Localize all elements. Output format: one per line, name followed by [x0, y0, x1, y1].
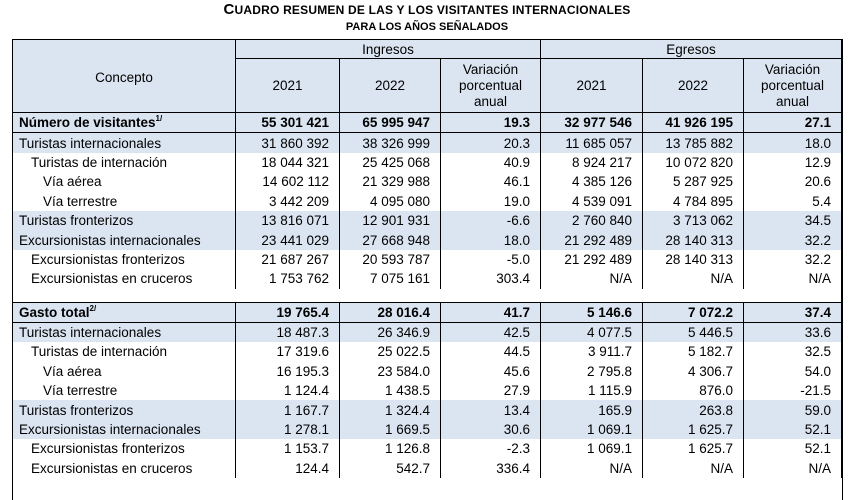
cell-iv: -6.6: [441, 211, 541, 230]
cell-iv: -2.3: [441, 439, 541, 458]
cell-ev: 27.1: [744, 113, 842, 133]
cell-e21: 2 760 840: [541, 211, 643, 230]
cell-i21: 1 278.1: [236, 420, 340, 439]
cell-i22: 26 346.9: [340, 322, 441, 342]
cell-e22: 28 140 313: [643, 230, 744, 249]
cell-e22: 1 625.7: [643, 439, 744, 458]
cell-ev: N/A: [744, 269, 842, 288]
cell-i22: 38 326 999: [340, 133, 441, 153]
cell-ev: 54.0: [744, 362, 842, 381]
row-label: Número de visitantes$^{1/}$: [13, 113, 236, 133]
cell-i21: 1 167.7: [236, 400, 340, 419]
table-row: [13, 192, 842, 211]
table-row: [13, 250, 842, 269]
cell-i21: 55 301 421: [236, 113, 340, 133]
cell-iv: 27.9: [441, 381, 541, 400]
table-row: [13, 342, 842, 361]
cell-i21: 13 816 071: [236, 211, 340, 230]
table-row: [13, 269, 842, 288]
cell-e21: 32 977 546: [541, 113, 643, 133]
cell-e21: 3 911.7: [541, 342, 643, 361]
cell-e21: 5 146.6: [541, 302, 643, 322]
cell-e22: 4 784 895: [643, 192, 744, 211]
row-label: Vía aérea: [13, 172, 236, 191]
cell-i21: 21 687 267: [236, 250, 340, 269]
cell-ev: -21.5: [744, 381, 842, 400]
header-egresos: Egresos: [541, 40, 842, 59]
cell-ev: 33.6: [744, 322, 842, 342]
cell-iv: 18.0: [441, 230, 541, 249]
cell-i22: 1 438.5: [340, 381, 441, 400]
cell-ev: 52.1: [744, 439, 842, 458]
cell-i21: 31 860 392: [236, 133, 340, 153]
row-label: Excursionistas fronterizos: [13, 250, 236, 269]
summary-table: [12, 39, 842, 478]
cell-i22: 1 324.4: [340, 400, 441, 419]
cell-e22: 263.8: [643, 400, 744, 419]
cell-i22: 65 995 947: [340, 113, 441, 133]
cell-i22: 1 669.5: [340, 420, 441, 439]
cell-e22: 4 306.7: [643, 362, 744, 381]
cell-e22: 5 182.7: [643, 342, 744, 361]
cell-e22: N/A: [643, 459, 744, 478]
cell-ev: 32.2: [744, 230, 842, 249]
cell-e22: 5 287 925: [643, 172, 744, 191]
cell-e21: 165.9: [541, 400, 643, 419]
cell-i22: 27 668 948: [340, 230, 441, 249]
cell-e21: 4 539 091: [541, 192, 643, 211]
cell-iv: 41.7: [441, 302, 541, 322]
row-label: Vía terrestre: [13, 381, 236, 400]
cell-iv: -5.0: [441, 250, 541, 269]
cell-e22: 5 446.5: [643, 322, 744, 342]
cell-i22: 1 126.8: [340, 439, 441, 458]
cell-i22: 25 425 068: [340, 153, 441, 172]
table-row: [13, 420, 842, 439]
table-row: [13, 381, 842, 400]
cell-ev: 59.0: [744, 400, 842, 419]
header-egresos-2022: 2022: [643, 59, 744, 113]
cell-i22: 542.7: [340, 459, 441, 478]
cell-e22: 3 713 062: [643, 211, 744, 230]
cell-iv: 20.3: [441, 133, 541, 153]
cell-e21: 21 292 489: [541, 250, 643, 269]
cell-ev: 32.5: [744, 342, 842, 361]
cell-i22: 7 075 161: [340, 269, 441, 288]
cell-i21: 16 195.3: [236, 362, 340, 381]
cell-iv: 19.3: [441, 113, 541, 133]
header-ingresos: Ingresos: [236, 40, 541, 59]
cell-e21: 1 115.9: [541, 381, 643, 400]
cell-iv: 303.4: [441, 269, 541, 288]
cell-i21: 19 765.4: [236, 302, 340, 322]
row-label: Turistas internacionales: [13, 133, 236, 153]
cell-e21: N/A: [541, 269, 643, 288]
row-label: Vía aérea: [13, 362, 236, 381]
cell-e21: 21 292 489: [541, 230, 643, 249]
table-row: [13, 133, 842, 153]
cell-i21: 18 044 321: [236, 153, 340, 172]
cell-i22: 23 584.0: [340, 362, 441, 381]
cell-e21: 8 924 217: [541, 153, 643, 172]
cell-e22: 28 140 313: [643, 250, 744, 269]
cell-i21: 23 441 029: [236, 230, 340, 249]
cell-e21: 4 385 126: [541, 172, 643, 191]
row-label: Excursionistas en cruceros: [13, 269, 236, 288]
cell-iv: 40.9: [441, 153, 541, 172]
cell-e22: 1 625.7: [643, 420, 744, 439]
row-label: Turistas de internación: [13, 342, 236, 361]
cell-i21: 1 153.7: [236, 439, 340, 458]
cell-ev: 12.9: [744, 153, 842, 172]
row-label: Vía terrestre: [13, 192, 236, 211]
row-label: Gasto total$^{2/}$: [13, 302, 236, 322]
cell-i21: 1 753 762: [236, 269, 340, 288]
header-concepto: Concepto: [13, 40, 236, 113]
table-row: [13, 400, 842, 419]
cell-ev: 32.2: [744, 250, 842, 269]
cell-iv: 44.5: [441, 342, 541, 361]
table-row: [13, 113, 842, 133]
cell-e22: 876.0: [643, 381, 744, 400]
cell-e22: 7 072.2: [643, 302, 744, 322]
footnote-marker: 1/: [155, 114, 163, 124]
cell-iv: 30.6: [441, 420, 541, 439]
cell-ev: 37.4: [744, 302, 842, 322]
cell-i21: 18 487.3: [236, 322, 340, 342]
cell-ev: N/A: [744, 459, 842, 478]
cell-iv: 336.4: [441, 459, 541, 478]
footnote-marker: 2/: [89, 303, 97, 313]
table-row: [13, 439, 842, 458]
header-ingresos-variacion: Variación porcentual anual: [441, 59, 541, 113]
cell-i21: 1 124.4: [236, 381, 340, 400]
row-label: Excursionistas internacionales: [13, 420, 236, 439]
document-title: CUADRO RESUMEN DE LAS Y LOS VISITANTES INTERNACIONALES: [223, 1, 631, 18]
cell-iv: 19.0: [441, 192, 541, 211]
cell-e21: 2 795.8: [541, 362, 643, 381]
row-label: Excursionistas fronterizos: [13, 439, 236, 458]
cell-e22: 41 926 195: [643, 113, 744, 133]
table-row: [13, 211, 842, 230]
table-row: [13, 153, 842, 172]
cell-i21: 124.4: [236, 459, 340, 478]
cell-i21: 17 319.6: [236, 342, 340, 361]
row-label: Excursionistas internacionales: [13, 230, 236, 249]
section-spacer: [13, 289, 842, 303]
header-egresos-variacion: Variación porcentual anual: [744, 59, 842, 113]
cell-ev: 18.0: [744, 133, 842, 153]
cell-e22: N/A: [643, 269, 744, 288]
cell-ev: 34.5: [744, 211, 842, 230]
row-label: Turistas de internación: [13, 153, 236, 172]
cell-i22: 25 022.5: [340, 342, 441, 361]
cell-iv: 45.6: [441, 362, 541, 381]
cell-i22: 12 901 931: [340, 211, 441, 230]
row-label: Turistas internacionales: [13, 322, 236, 342]
cell-e22: 13 785 882: [643, 133, 744, 153]
cell-ev: 20.6: [744, 172, 842, 191]
cell-iv: 46.1: [441, 172, 541, 191]
cell-i22: 21 329 988: [340, 172, 441, 191]
row-label: Turistas fronterizos: [13, 400, 236, 419]
cell-i22: 4 095 080: [340, 192, 441, 211]
cell-i22: 20 593 787: [340, 250, 441, 269]
cell-i21: 3 442 209: [236, 192, 340, 211]
cell-iv: 42.5: [441, 322, 541, 342]
header-ingresos-2021: 2021: [236, 59, 340, 113]
cell-e21: N/A: [541, 459, 643, 478]
table-row: [13, 322, 842, 342]
cell-e21: 1 069.1: [541, 420, 643, 439]
header-ingresos-2022: 2022: [340, 59, 441, 113]
cell-i22: 28 016.4: [340, 302, 441, 322]
cell-e21: 1 069.1: [541, 439, 643, 458]
cell-i21: 14 602 112: [236, 172, 340, 191]
cell-e21: 4 077.5: [541, 322, 643, 342]
table-row: [13, 172, 842, 191]
cell-ev: 5.4: [744, 192, 842, 211]
row-label: Excursionistas en cruceros: [13, 459, 236, 478]
document-subtitle: PARA LOS AÑOS SEÑALADOS: [345, 21, 509, 33]
header-egresos-2021: 2021: [541, 59, 643, 113]
row-label: Turistas fronterizos: [13, 211, 236, 230]
cell-iv: 13.4: [441, 400, 541, 419]
cell-e21: 11 685 057: [541, 133, 643, 153]
cell-e22: 10 072 820: [643, 153, 744, 172]
table-row: [13, 362, 842, 381]
table-row: [13, 230, 842, 249]
cell-ev: 52.1: [744, 420, 842, 439]
table-row: [13, 459, 842, 478]
table-row: [13, 302, 842, 322]
